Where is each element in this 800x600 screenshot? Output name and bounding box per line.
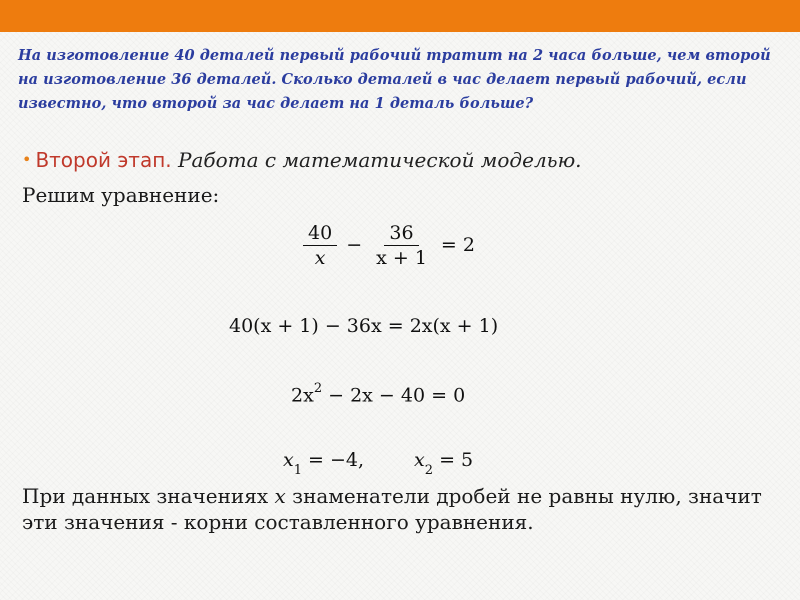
equation-roots <box>283 447 473 481</box>
conclusion-text <box>22 483 782 535</box>
problem-statement: На изготовление 40 деталей первый рабочий тратит на 2 часа больше, чем второй на изготовление 36 деталей. Сколько деталей в час делает первый рабочий, если известно, что второй за час делает на 1 деталь больше? <box>18 47 771 112</box>
equation-fractions <box>300 214 481 276</box>
stage-heading <box>22 144 792 178</box>
minus-sign: − <box>346 234 363 256</box>
quadratic-lead: 2x <box>291 384 314 407</box>
fraction-second-numerator: 36 <box>384 221 418 246</box>
fraction-first <box>303 221 337 270</box>
bullet-icon: • <box>22 150 32 169</box>
equals-two: = 2 <box>440 234 475 256</box>
root-two-subscript: 2 <box>424 462 434 478</box>
quadratic-exponent: 2 <box>313 381 323 396</box>
root-two-value: = 5 <box>433 449 474 471</box>
conclusion-part-one: При данных значениях <box>22 484 275 508</box>
root-one-variable: x <box>283 449 294 471</box>
root-one-subscript: 1 <box>293 462 302 478</box>
equation-quadratic <box>291 378 465 408</box>
quadratic-rest: − 2x − 40 = 0 <box>322 384 466 407</box>
conclusion-variable: x <box>274 484 286 508</box>
fraction-second <box>371 221 432 270</box>
solve-label: Решим уравнение: <box>22 183 220 207</box>
stage-description: Работа с математической моделью. <box>178 148 582 172</box>
stage-label: Второй этап. <box>35 148 172 172</box>
equation-expanded: 40(x + 1) − 36x = 2x(x + 1) <box>229 315 499 337</box>
conclusion-part-two: знаменатели дробей не равны нулю, значит эти значения - корни составленного уравнения. <box>22 484 762 534</box>
root-one-value: = −4, <box>302 449 365 471</box>
header-bar <box>0 0 800 32</box>
root-two-variable: x <box>414 449 425 471</box>
fraction-first-numerator: 40 <box>303 221 337 246</box>
fraction-second-denominator: x + 1 <box>376 246 427 269</box>
fraction-first-denominator: x <box>314 246 326 269</box>
